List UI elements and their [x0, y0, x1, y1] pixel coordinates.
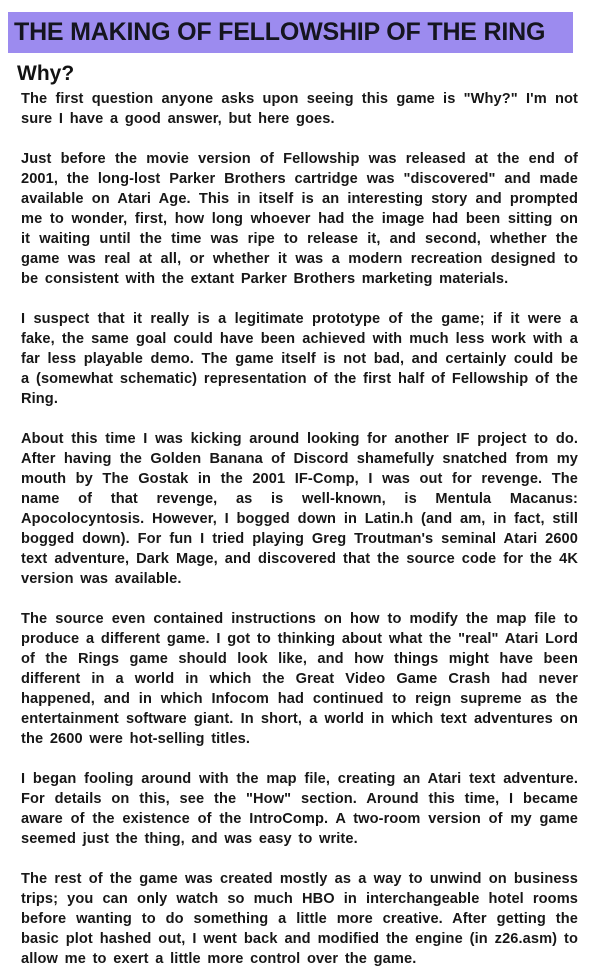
title-highlight-bar: [8, 12, 573, 53]
paragraph-if-project: About this time I was kicking around looking for another IF project to do. After having the Golden Banana of Discord shamefully snatched from my mouth by The Gostak in the 2001 IF-Comp, I was out for revenge. The name of that revenge, as is well-known, is Mentula Macanus: Apocolocyntosis. However, I bogged down in Latin.h (and am, in fact, still bogged down). For fun I tried playing Greg Troutman's seminal Atari 2600 text adventure, Dark Mage, and discovered that the source code for the 4K version was available.: [21, 431, 578, 587]
paragraph-cartridge-discovery: Just before the movie version of Fellowship was released at the end of 2001, the long-lost Parker Brothers cartridge was "discovered" and made available on Atari Age. This in itself is an interesting story and prompted me to wonder, first, how long whoever had the image had been sitting on it waiting until the time was ripe to release it, and second, whether the game was real at all, or whether it was a modern recreation designed to be consistent with the extant Parker Brothers marketing materials.: [21, 151, 578, 287]
paragraph-business-trips: The rest of the game was created mostly as a way to unwind on business trips; you can only watch so much HBO in interchangeable hotel rooms before wanting to do something a little more creative. After getting the basic plot hashed out, I went back and modified the engine (in z26.asm) to allow me to exert a little more control over the game.: [21, 871, 578, 967]
paragraph-map-file-instructions: The source even contained instructions on how to modify the map file to produce a different game. I got to thinking about what the "real" Atari Lord of the Rings game should look like, and how things might have been different in a world in which the Great Video Game Crash had never happened, and in which Infocom had continued to reign supreme as the entertainment software giant. In short, a world in which text adventures on the 2600 were hot-selling titles.: [21, 611, 578, 747]
paragraph-legitimate-prototype: I suspect that it really is a legitimate prototype of the game; if it were a fake, the same goal could have been achieved with much less work with a far less playable demo. The game itself is not bad, and certainly could be a (somewhat schematic) representation of the first half of Fellowship of the Ring.: [21, 311, 578, 407]
page-title: THE MAKING OF FELLOWSHIP OF THE RING: [14, 18, 546, 46]
paragraph-intro: The first question anyone asks upon seeing this game is "Why?" I'm not sure I have a good answer, but here goes.: [21, 91, 578, 127]
paragraph-introcomp: I began fooling around with the map file, creating an Atari text adventure. For details on this, see the "How" section. Around this time, I became aware of the existence of the IntroComp. A two-room version of my game seemed just the thing, and was easy to write.: [21, 771, 578, 847]
section-heading-why: Why?: [17, 62, 75, 85]
article-body: [21, 89, 578, 969]
